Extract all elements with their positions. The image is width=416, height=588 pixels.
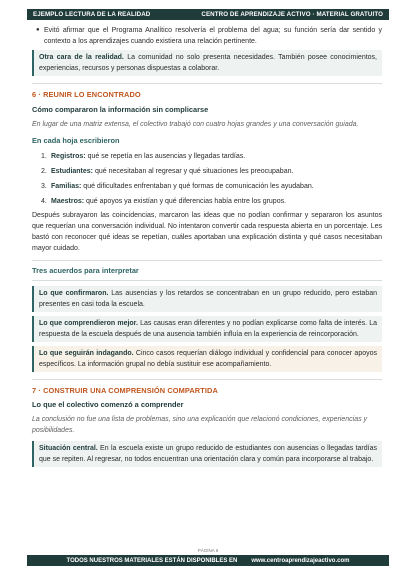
list-item: 1. Registros: qué se repetía en las ausencias y llegadas tardías. bbox=[41, 153, 246, 160]
list-item: 2. Estudiantes: qué necesitaban al regresar y qué situaciones les preocupaban. bbox=[41, 168, 294, 175]
section-6-italic: En lugar de una matriz extensa, el colectivo trabajó con cuatro hojas grandes y una conversación guiada. bbox=[32, 121, 359, 128]
list-item: 4. Maestros: qué apoyos ya existían y qué diferencias había entre los grupos. bbox=[41, 198, 287, 205]
bullet-icon: ● bbox=[36, 27, 40, 33]
agreements-heading: Tres acuerdos para interpretar bbox=[32, 266, 139, 275]
agreement-callout-1: Lo que confirmaron. Las ausencias y los retardos se concentraban en un grupo reducido, pero estaban presentes en casi toda la escuela. bbox=[32, 286, 382, 312]
footer-bar bbox=[27, 555, 389, 566]
divider bbox=[32, 280, 382, 281]
list-item: 3. Familias: qué dificultades enfrentaban y qué formas de comunicación les ayudaban. bbox=[41, 183, 314, 190]
intro-callout-title: Otra cara de la realidad. bbox=[39, 54, 124, 61]
website-link[interactable]: www.centroaprendizajeactivo.com bbox=[251, 557, 350, 564]
header-right-title: CENTRO DE APRENDIZAJE ACTIVO · MATERIAL GRATUITO bbox=[201, 11, 383, 18]
section-7-title: 7 · CONSTRUIR UNA COMPRENSIÓN COMPARTIDA bbox=[32, 386, 218, 395]
divider bbox=[32, 379, 382, 380]
section-7-subtitle: Lo que el colectivo comenzó a comprender bbox=[32, 400, 184, 409]
agreement-callout-3: Lo que seguirán indagando. Cinco casos requerían diálogo individual y confidencial para conocer apoyos específicos. La información grupal no debía sustituir ese acompañamiento. bbox=[32, 346, 382, 372]
page-content bbox=[32, 25, 382, 467]
sheets-heading: En cada hoja escribieron bbox=[32, 136, 120, 145]
section-6-paragraph: Después subrayaron las coincidencias, marcaron las ideas que no podían confirmar y separaron los asuntos que requerían una conversación individual. No intentaron convertir cada respuesta abierta en un porcentaje. Les bastó con reconocer qué ideas se repetían, cuáles aportaban una explicación distinta y qué casos necesitaban mayor cuidado. bbox=[32, 212, 382, 252]
footer-left-text: TODOS NUESTROS MATERIALES ESTÁN DISPONIBLES EN bbox=[66, 557, 238, 564]
header-bar bbox=[27, 9, 389, 20]
section-6-title: 6 · REUNIR LO ENCONTRADO bbox=[32, 90, 141, 99]
page-number: PÁGINA 6 bbox=[197, 548, 219, 553]
intro-bullet-text: Evitó afirmar que el Programa Analítico resolvería el problema del agua; su función sería dar sentido y contexto a los aprendizajes cuando existiera una relación pertinente. bbox=[44, 27, 382, 45]
header-left-title: EJEMPLO LECTURA DE LA REALIDAD bbox=[33, 11, 151, 18]
section-6-subtitle: Cómo compararon la información sin complicarse bbox=[32, 105, 209, 114]
section-7-italic: La conclusión no fue una lista de problemas, sino una explicación que relacionó condiciones, experiencias y posibilidades. bbox=[32, 416, 368, 434]
situation-callout: Situación central. En la escuela existe un grupo reducido de estudiantes con ausencias o llegadas tardías que se repiten. Al regresar, no todos encuentran una orientación clara y común para incorporarse al trabajo. bbox=[32, 441, 382, 467]
intro-callout bbox=[32, 50, 382, 76]
sheets-list bbox=[32, 151, 382, 207]
intro-bullet bbox=[32, 25, 382, 47]
divider bbox=[32, 260, 382, 261]
divider bbox=[32, 83, 382, 84]
intro-callout-text: La comunidad no solo presenta necesidades. También posee conocimientos, experiencias, recursos y personas dispuestas a colaborar. bbox=[39, 54, 377, 72]
agreement-callout-2: Lo que comprendieron mejor. Las causas eran diferentes y no podían explicarse como falta de interés. La respuesta de la escuela después de una ausencia también influía en la experiencia de reincorporación. bbox=[32, 316, 382, 342]
